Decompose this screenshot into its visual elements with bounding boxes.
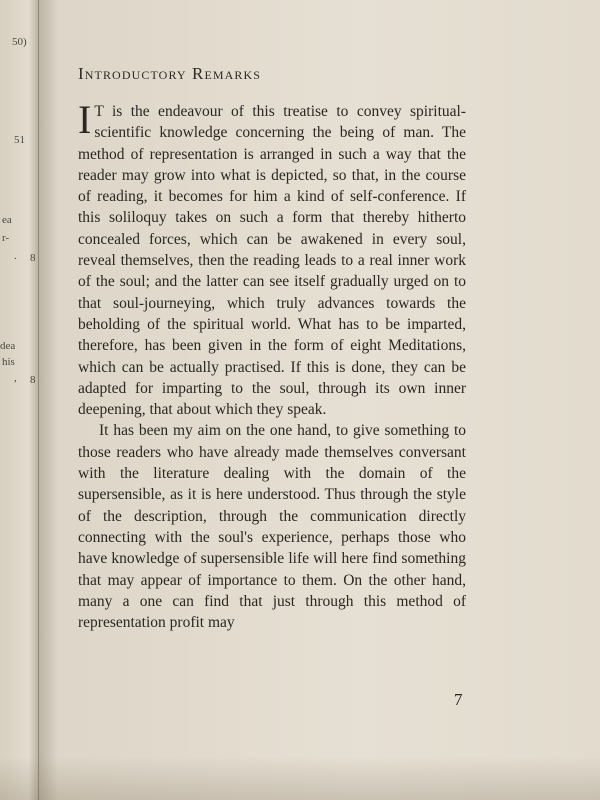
- paragraph-text: T is the endeavour of this treatise to convey spiritual-scientific knowledge concerning the being of man. The method of representation is arranged in such a way that the reader may grow into what is depicted, so that, in the course of reading, it becomes for him a kind of self-conference. If this soliloquy takes on such a form that thereby hitherto concealed forces, which can be awakened in every soul, reveal themselves, then the reading leads to a real inner work of the soul; and the latter can see itself gradually urged on to that soul-journeying, which truly advances towards the beholding of the spiritual world. What has to be imparted, therefore, has been given in the form of eight Meditations, which can be actually practised. If this is done, they can be adapted for imparting to the soul, through its own inner deepening, that about which they speak.: [78, 103, 466, 419]
- running-head: Introductory Remarks: [78, 64, 262, 83]
- margin-fragment: 8: [30, 374, 36, 386]
- page-number: 7: [454, 690, 463, 709]
- margin-fragment: ,: [14, 372, 17, 384]
- page-bottom-shadow: [0, 756, 600, 800]
- margin-fragment: his: [2, 356, 15, 368]
- gutter-shadow: [38, 0, 58, 800]
- margin-fragment: 51: [14, 134, 25, 146]
- margin-fragment: 50): [12, 36, 27, 48]
- book-page: [58, 0, 600, 800]
- paragraph-text: It has been my aim on the one hand, to give something to those readers who have already made themselves conversant with the literature dealing with the domain of the supersensible, as it is here understood. Thus through the style of the description, through the communication directly connecting with the soul's experience, perhaps those who have knowledge of supersensible life will here find something that may appear of importance to them. On the other hand, many a one can find that just through this method of representation profit may: [78, 422, 466, 632]
- margin-fragment: ea: [2, 214, 12, 226]
- margin-fragment: .: [14, 250, 17, 262]
- paragraph: [78, 420, 466, 633]
- margin-fragment: dea: [0, 340, 16, 352]
- body-text: [78, 97, 466, 633]
- drop-cap: I: [78, 97, 92, 142]
- margin-fragment: r-: [2, 232, 10, 244]
- facing-page-edge: [0, 0, 39, 800]
- paragraph: [78, 97, 466, 420]
- margin-fragment: 8: [30, 252, 36, 264]
